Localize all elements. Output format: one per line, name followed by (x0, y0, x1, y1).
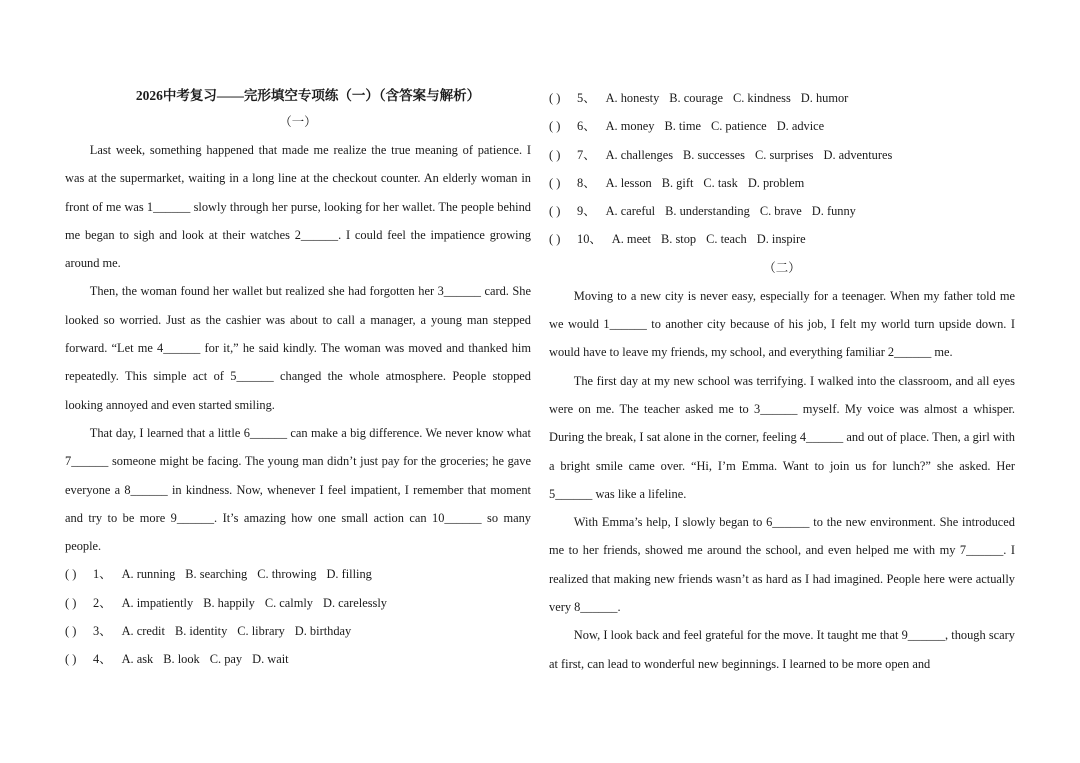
question-option: A. impatiently (121, 595, 194, 610)
question-option: B. look (163, 652, 200, 667)
question-number: 3、 (93, 624, 112, 639)
answer-blank: ( ) (65, 652, 77, 667)
answer-blank: ( ) (65, 567, 77, 582)
question-option: B. understanding (665, 204, 750, 219)
right-column (549, 84, 1015, 678)
question-row (549, 197, 1015, 225)
question-option: C. throwing (257, 567, 317, 582)
question-option: B. identity (174, 624, 228, 639)
answer-blank: ( ) (549, 232, 561, 247)
question-option: C. teach (706, 232, 747, 247)
question-row (549, 112, 1015, 140)
question-list-left (65, 560, 531, 673)
question-option: D. wait (252, 652, 289, 667)
question-row (549, 141, 1015, 169)
question-option: D. carelessly (323, 595, 388, 610)
question-number: 4、 (93, 652, 112, 667)
question-row (65, 617, 531, 645)
question-option: C. calmly (264, 595, 314, 610)
question-row (65, 645, 531, 673)
question-option: C. library (237, 624, 285, 639)
answer-blank: ( ) (549, 147, 561, 162)
question-option: A. honesty (605, 91, 660, 105)
section-1-heading: （一） (279, 115, 317, 129)
question-number: 9、 (577, 204, 596, 219)
question-option: D. birthday (294, 624, 352, 639)
question-row (65, 560, 531, 588)
passage-2-paragraph-2: The first day at my new school was terrifying. I walked into the classroom, and all eyes were on me. The teacher asked me to 3______ myself. My voice was almost a whisper. During the break, I sat alone in the corner, feeling 4______ and out of place. Then, a girl with a bright smile came over. “Hi, I’m Emma. Want to join us for lunch?” she asked. Her 5______ was like a lifeline. (549, 373, 1015, 501)
question-option: B. searching (185, 567, 248, 582)
question-option: A. money (605, 119, 655, 134)
question-row (65, 589, 531, 617)
passage-2-paragraph-4: Now, I look back and feel grateful for the move. It taught me that 9______, though scary at first, can lead to wonderful new beginnings. I learned to be more open and (549, 628, 1015, 671)
question-option: A. credit (121, 624, 165, 639)
question-option: D. adventures (823, 147, 893, 162)
question-number: 10、 (577, 232, 602, 247)
question-option: C. patience (710, 119, 767, 134)
question-option: A. running (121, 567, 176, 582)
question-option: A. lesson (605, 175, 652, 190)
question-option: B. happily (203, 595, 255, 610)
passage-2-paragraph-3: With Emma’s help, I slowly began to 6______ to the new environment. She introduced me to her friends, showed me around the school, and even helped me with my 7______. I realized that making new friends wasn’t as hard as I had imagined. People here were actually very 8______. (549, 515, 1015, 615)
question-row (549, 169, 1015, 197)
passage-1-paragraph-2: Then, the woman found her wallet but realized she had forgotten her 3______ card. She looked so worried. Just as the cashier was about to call a manager, a young man stepped forward. “Let me 4______ for it,” he said kindly. The woman was moved and thanked him repeatedly. This simple act of 5______ changed the whole atmosphere. People stopped looking annoyed and even started smiling. (65, 284, 531, 412)
question-option: A. challenges (605, 147, 674, 162)
question-list-right (549, 84, 1015, 254)
question-option: D. humor (800, 91, 849, 105)
question-option: B. courage (669, 91, 723, 105)
section-2-heading: （二） (763, 260, 801, 275)
question-option: B. stop (661, 232, 697, 247)
question-number: 2、 (93, 595, 112, 610)
answer-blank: ( ) (549, 204, 561, 219)
answer-blank: ( ) (549, 175, 561, 190)
question-option: B. time (664, 119, 701, 134)
question-option: C. surprises (754, 147, 814, 162)
passage-1-paragraph-3: That day, I learned that a little 6______ can make a big difference. We never know what 7______ someone might be facing. The young man didn’t just pay for the groceries; he gave everyone a 8______ in kindness. Now, whenever I feel impatient, I remember that moment and try to be more 9______. It’s amazing how one small action can 10______ so many people. (65, 425, 531, 554)
passage-1-paragraph-1: Last week, something happened that made me realize the true meaning of patience. I was at the supermarket, waiting in a long line at the checkout counter. An elderly woman in front of me was 1______ slowly through her purse, looking for her wallet. The people behind me began to sigh and look at their watches 2______. I could feel the impatience growing around me. (65, 143, 531, 271)
question-option: C. brave (759, 204, 802, 219)
question-option: D. funny (811, 204, 856, 219)
passage-2-paragraph-1: Moving to a new city is never easy, especially for a teenager. When my father told me we would 1______ to another city because of his job, I felt my world turn upside down. I would have to leave my friends, my school, and everything familiar 2______ me. (549, 288, 1015, 360)
answer-blank: ( ) (549, 119, 561, 134)
question-option: B. successes (683, 147, 745, 162)
question-option: D. filling (326, 567, 372, 582)
question-option: D. inspire (756, 232, 806, 247)
answer-blank: ( ) (65, 595, 77, 610)
question-number: 8、 (577, 175, 596, 190)
answer-blank: ( ) (65, 624, 77, 639)
question-option: A. careful (605, 204, 656, 219)
left-column (65, 84, 531, 674)
answer-blank: ( ) (549, 91, 561, 105)
question-option: A. ask (121, 652, 154, 667)
question-number: 1、 (93, 567, 112, 582)
question-option: C. pay (209, 652, 243, 667)
question-row (549, 225, 1015, 253)
question-option: D. advice (776, 119, 825, 134)
question-option: C. task (703, 175, 738, 190)
question-option: A. meet (611, 232, 652, 247)
question-number: 6、 (577, 119, 596, 134)
question-option: D. problem (747, 175, 805, 190)
question-row (549, 84, 1015, 112)
question-option: C. kindness (732, 91, 791, 105)
question-option: B. gift (661, 175, 694, 190)
document-title: 2026中考复习——完形填空专项练（一）（含答案与解析） (135, 88, 481, 103)
question-number: 5、 (577, 91, 596, 105)
question-number: 7、 (577, 147, 596, 162)
